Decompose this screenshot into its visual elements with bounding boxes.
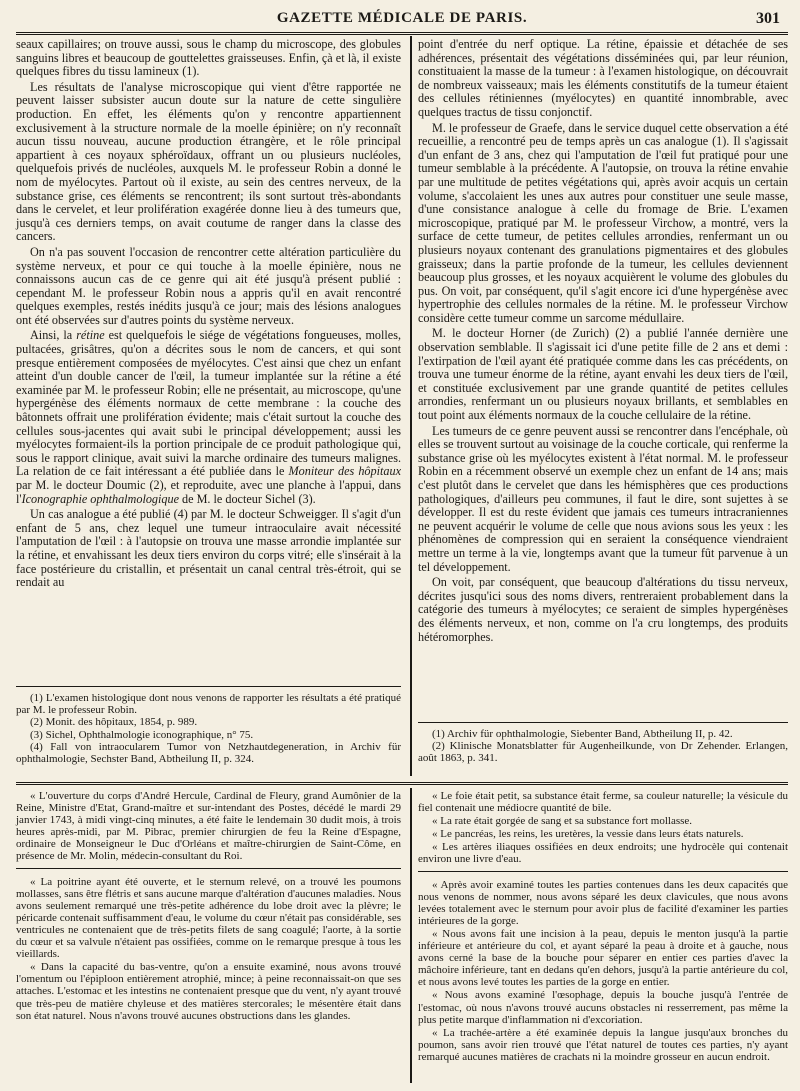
paragraph: On n'a pas souvent l'occasion de rencontrer cette altération particulière du système nerveux, et pour ce qui touche à la moelle épinière, nous ne connaissons aucun cas de ce genre qui ait été jusqu'à présent publié : cependant M. le professeur Robin nous a appris qu'il en avait rencontré quelques exemples, restés inédits jusqu'à ce jour; mais des lésions analogues ont été observées sur d'autres points du système nerveux. bbox=[16, 244, 401, 327]
emphasis: Moniteur des hôpitaux bbox=[288, 464, 401, 479]
footnote: (3) Sichel, Ophthalmologie iconographique, n° 75. bbox=[30, 728, 254, 741]
paragraph: « Les artères iliaques ossifiées en deux endroits; une hydrocèle qui contenait environ une livre d'eau. bbox=[418, 841, 788, 866]
emphasis: Iconographie ophthalmologique bbox=[21, 491, 179, 506]
paragraph: Les tumeurs de ce genre peuvent aussi se rencontrer dans l'encéphale, où elles se trouvent surtout au voisinage de la couche corticale, qui renferme la substance grise où les myélocytes existent à l'état normal. M. le professeur Robin en a récemment observé un exemple chez un enfant de 14 ans; mais c'est plutôt dans le cervelet que dans les hémisphères que ces productions pathologiques, d'ailleurs peu communes, il faut le dire, sont sujettes à se développer. Il est du reste évident que jamais ces tumeurs intracraniennes ne peuvent acquérir le volume de celle que nous avions sous les yeux : les phénomènes de compression qui en seraient la conséquence viendraient mettre un terme à la vie, longtemps avant que la tumeur fût parvenue à un tel développement. bbox=[418, 423, 788, 574]
emphasis: rétine bbox=[76, 328, 105, 343]
paragraph: « L'ouverture du corps d'André Hercule, Cardinal de Fleury, grand Aumônier de la Reine, Ministre d'Etat, Grand-maître et sur-intendant des Postes, décédé le mardi 29 janvier 1743, à midi vingt-cinq minutes, a été faite le lendemain 30 dudit mois, à trois heures après-midi, par M. Pibrac, premier chirurgien de feu la Reine d'Espagne, ordinaire de Monseigneur le Duc d'Orléans et maître-chirurgien de Saint-Côme, en présence de Mr. Molin, médecin-consultant du Roi. bbox=[16, 790, 401, 863]
paragraph: seaux capillaires; on trouve aussi, sous le champ du microscope, des globules sanguins libres et beaucoup de gouttelettes graisseuses. Enfin, çà et là, il existe quelques fibres du tissu lamineux (1). bbox=[16, 37, 401, 79]
paragraph: « La rate était gorgée de sang et sa substance fort mollasse. bbox=[432, 815, 693, 828]
footnote-rule bbox=[418, 722, 788, 723]
footnote: (4) Fall von intraocularem Tumor von Netzhautdegeneration, in Archiv für ophthalmologie, Sechster Band, Abtheilung II, p. 324. bbox=[16, 740, 401, 766]
journal-title: GAZETTE MÉDICALE DE PARIS. bbox=[276, 10, 528, 26]
paragraph: « Dans la capacité du bas-ventre, qu'on a ensuite examiné, nous avons trouvé l'omentum ou l'épiploon entièrement atrophié, mince; à peine reconnaissait-on que ses attaches. L'estomac et les intestins ne contenaient presque que du vent, n'y ayant trouvé que très-peu de matière chyleuse et des matières stercorales; le mésentère était dans son état naturel. Nous n'avons trouvé aucunes obstructions dans les glandes. bbox=[16, 961, 401, 1022]
paragraph: « Le foie était petit, sa substance était ferme, sa couleur naturelle; la vésicule du fiel contenait une médiocre quantité de bile. bbox=[418, 790, 788, 815]
page-header bbox=[16, 6, 788, 30]
text-run: par M. le docteur Doumic (2), et reproduite, avec une planche à l'appui, dans l' bbox=[16, 478, 401, 506]
paragraph: Un cas analogue a été publié (4) par M. le docteur Schweigger. Il s'agit d'un enfant de 5 ans, chez lequel une tumeur intraoculaire avait nécessité l'amputation de l'œil : à l'autopsie on trouva une masse arrondie implantée sur la rétine, et envahissant les deux tiers environ du corps vitré; elle s'insérait à la face postérieure du cristallin, et présentait un canal central très-étroit, qui se rendait au bbox=[16, 507, 401, 590]
footnote: (1) Archiv für ophthalmologie, Siebenter Band, Abtheilung II, p. 42. bbox=[432, 728, 733, 740]
divider bbox=[418, 871, 788, 872]
paragraph: « Après avoir examiné toutes les parties contenues dans les deux capacités que nous venons de nommer, nous avons séparé les deux clavicules, que nous avons levées totalement avec le sternum pour avoir plus de facilité d'examiner les parties intérieures de la gorge. bbox=[418, 878, 788, 927]
paragraph: M. le professeur de Graefe, dans le service duquel cette observation a été recueillie, a rencontré peu de temps après un cas analogue (1). Il s'agissait d'un enfant de 3 ans, chez qui l'amputation de l'œil fut pratiqué pour une tumeur semblable à la précédente. A l'autopsie, on trouva la rétine envahie par une multitude de petites végétations qui, après avoir acquis un certain volume, s'accolaient les unes aux autres pour constituer une seule masse, d'une consistance analogue à celle du fromage de Brie. L'examen microscopique, pratiqué par M. le professeur Virchow, a montré, vers la surface de cette tumeur, de petites cellules arrondies, renfermant un ou plusieurs noyaux contenant des granulations pigmentaires et des globules graisseux; dans la partie profonde de la tumeur, les cellules deviennent beaucoup plus grosses, et les noyaux acquièrent le volume des globules du pus. On voit, par conséquent, qu'il s'agit encore ici d'une hypergénèse avec hypertrophie des cellules normales de la rétine. M. le professeur Virchow considère cette tumeur comme un sarcome médullaire. bbox=[418, 120, 788, 325]
column-separator-bottom bbox=[410, 788, 412, 1083]
text-run: de M. le docteur Sichel (3). bbox=[179, 491, 316, 506]
paragraph: point d'entrée du nerf optique. La rétine, épaissie et détachée de ses adhérences, présentait des végétations disséminées qui, par leur réunion, constituaient la masse de la tumeur : à l'examen histologique, on découvrait de nombreux vaisseaux; mais les éléments constitutifs de la tumeur étaient des cellules rétiniennes (myélocytes) en quantité innombrable, avec quelques tractus de tissu conjonctif. bbox=[418, 37, 788, 119]
page-number: 301 bbox=[756, 10, 780, 27]
paragraph: « La trachée-artère a été examinée depuis la langue jusqu'aux bronches du poumon, sans avoir rien trouvé que l'état naturel de toutes ces parties, n'y ayant remarqué aucunes matières de crachats ni la moindre grosseur en aucun endroit. bbox=[418, 1026, 788, 1063]
autopsy-report-right bbox=[418, 790, 788, 1063]
paragraph: M. le docteur Horner (de Zurich) (2) a publié l'année dernière une observation semblable. Il s'agissait ici d'une petite fille de 2 ans et demi : l'extirpation de l'œil ayant été pratiquée comme dans les cas précédents, on trouva une tumeur énorme de la rétine, ayant envahi les deux tiers de l'œil, et constituée exclusivement par une grande quantité de petites cellules arrondies, renfermant un ou plusieurs noyaux brillants, et semblables en tout point aux éléments normaux de la couche cellulaire de la rétine. bbox=[418, 326, 788, 423]
footnotes-left bbox=[16, 686, 401, 765]
footnote: (2) Klinische Monatsblatter für Augenheilkunde, von Dr Zehender. Erlangen, août 1863, p. 341. bbox=[418, 740, 788, 765]
article-right-column bbox=[418, 38, 788, 644]
section-separator bbox=[16, 782, 788, 785]
divider bbox=[16, 868, 401, 869]
footnote-rule bbox=[16, 686, 401, 687]
text-run: est quelquefois le siége de végétations fongueuses, molles, pultacées, grisâtres, qu'on a décrites sous le nom de cancers, et qui sont presque entièrement composées de myélocytes. C'est ainsi que chez un enfant atteint d'un double cancer de l'œil, la tumeur implantée sur la rétine a été examinée par M. le professeur Robin; elle ne présentait, au microscope, qu'une hypergénèse des éléments normaux de cette membrane : la couche des bâtonnets offrait une prolifération évidente; mais c'était surtout la couche des cellules sous-jacentes qui avait subi le principal développement; aussi les myélocytes formaient-ils la portion principale de ce produit pathologique qui, sous le rapport clinique, avait suivi la marche ordinaire des tumeurs malignes. La relation de ce fait intéressant a été publiée dans le bbox=[16, 328, 401, 479]
autopsy-report-left bbox=[16, 790, 401, 1022]
paragraph: Les résultats de l'analyse microscopique qui vient d'être rapportée ne peuvent laisser subsister aucun doute sur la nature de cette singulière production. En effet, les éléments qu'on y rencontre appartiennent exclusivement à la structure normale de la moelle épinière; on n'y reconnaît aucun tissu nouveau, aucune production étrangère, et le rôle principal appartient à ces noyaux sphéroïdaux, offrant un ou plusieurs nucléoles, quelquefois privés de nucléoles, auxquels M. le professeur Robin a donné le nom de myélocytes. Partout où il existe, au sein des centres nerveux, de la substance grise, ces éléments se rencontrent; ils sont surtout très-abondants dans le cervelet, et leur prolifération exagérée donne lieu à des tumeurs que, jusqu'à ces derniers temps, on avait coutume de ranger dans la classe des cancers. bbox=[16, 79, 401, 244]
paragraph: « Nous avons fait une incision à la peau, depuis le menton jusqu'à la partie inférieure et antérieure du col, et ayant séparé la peau à droite et à gauche, nous avons cerné la base de la bouche pour séparer en entier ces parties d'avec la mâchoire inférieure, tant en dedans qu'en dehors, jusqu'à la partie antérieure du col, et nous avons levé toutes les parties de la gorge en entier. bbox=[418, 927, 788, 989]
paragraph: « Nous avons examiné l'œsophage, depuis la bouche jusqu'à l'entrée de l'estomac, où nous n'avons trouvé aucuns obstacles ni resserrement, pas même la plus petite marque d'inflammation ni d'excoriation. bbox=[418, 989, 788, 1026]
header-rule bbox=[16, 32, 788, 35]
paragraph: « La poitrine ayant été ouverte, et le sternum relevé, on a trouvé les poumons mollasses, sans être flétris et sans aucune marque d'altération d'aucunes maladies. Nous avons seulement remarqué une très-petite adhérence du lobe droit avec la plèvre; le péricarde contenait suffisamment d'eau, le volume du cœur n'était pas considérable, ses ventricules ne contenaient que de très-petits filets de sang coagulé; l'aorte, à la sortie du cœur et sa valvule n'étaient pas ossifiées, comme on le remarque presque à tous les vieillards. bbox=[16, 875, 401, 961]
paragraph bbox=[16, 329, 401, 506]
text-run: Ainsi, la bbox=[30, 328, 77, 343]
paragraph: On voit, par conséquent, que beaucoup d'altérations du tissu nerveux, décrites jusqu'ici sous des noms divers, rentreraient probablement dans la catégorie des tumeurs à myélocytes; ce seraient de simples hypergénèses des éléments nerveux, et non, comme on l'a cru longtemps, des produits hétéromorphes. bbox=[418, 575, 788, 644]
footnote: (1) L'examen histologique dont nous venons de rapporter les résultats a été pratiqué par M. le professeur Robin. bbox=[16, 692, 401, 717]
article-left-column bbox=[16, 38, 401, 590]
footnote: (2) Monit. des hôpitaux, 1854, p. 989. bbox=[30, 716, 198, 729]
footnotes-right bbox=[418, 722, 788, 765]
paragraph: « Le pancréas, les reins, les uretères, la vessie dans leurs états naturels. bbox=[432, 828, 744, 841]
column-separator bbox=[410, 36, 412, 776]
newspaper-page bbox=[16, 6, 788, 1086]
